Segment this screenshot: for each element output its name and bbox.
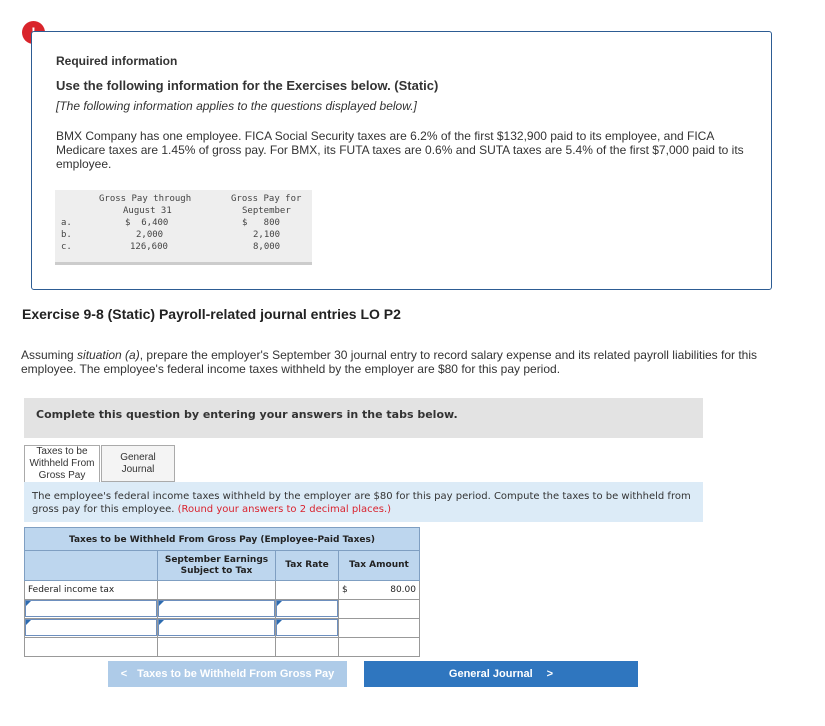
- prompt-text-rest: , prepare the employer's September 30 journal entry to record salary expense and its related payroll liabilities for this employee. The employee's federal income taxes withheld by the employer are $80 for this pay period.: [21, 348, 758, 376]
- next-tab-label: General Journal: [448, 668, 533, 680]
- row-rate: [276, 581, 339, 599]
- tab-label: Journal: [121, 463, 155, 475]
- exercise-prompt: [21, 348, 781, 376]
- table-row: [24, 619, 420, 638]
- col-header-earnings: [158, 551, 276, 580]
- rounding-note: (Round your answers to 2 decimal places.): [177, 504, 392, 515]
- amount-cell: [339, 600, 419, 618]
- col-header-through-aug-2: August 31: [123, 206, 172, 216]
- through-aug-value: 126,600: [130, 242, 168, 252]
- through-aug-value: $ 6,400: [125, 218, 169, 228]
- col-header-earnings-line1: September Earnings: [164, 554, 269, 565]
- tax-name-cell: [25, 600, 158, 618]
- rate-cell: [276, 600, 339, 618]
- chevron-left-icon: <: [120, 668, 128, 680]
- rate-cell: [276, 619, 339, 637]
- row-tax-name: Federal income tax: [25, 581, 158, 599]
- prev-tab-label: Taxes to be Withheld From Gross Pay: [137, 668, 335, 680]
- gross-pay-table: [55, 190, 312, 265]
- september-value: 2,100: [253, 230, 281, 240]
- prev-tab-button[interactable]: [108, 661, 347, 687]
- col-header-september: Gross Pay for: [231, 194, 302, 204]
- row-earnings: [158, 581, 276, 599]
- rate-input[interactable]: [276, 600, 338, 617]
- col-header-amount: Tax Amount: [349, 560, 409, 570]
- currency-symbol: $: [342, 585, 348, 595]
- tab-general-journal[interactable]: [101, 445, 175, 482]
- col-header-september-2: September: [242, 206, 291, 216]
- prompt-text: Assuming: [21, 348, 78, 362]
- tab-label: Gross Pay: [38, 470, 86, 481]
- chevron-right-icon: >: [546, 668, 554, 680]
- september-value: $ 800: [242, 218, 280, 228]
- col-header-tax-name: [25, 551, 158, 580]
- tab-label: General: [120, 451, 156, 463]
- col-header-rate: Tax Rate: [276, 551, 339, 580]
- grid-title: Taxes to be Withheld From Gross Pay (Employee-Paid Taxes): [24, 527, 420, 551]
- prompt-situation: situation (a): [77, 348, 140, 362]
- tab-taxes-withheld[interactable]: [24, 445, 100, 482]
- september-value: 8,000: [253, 242, 281, 252]
- tab-label: Withheld From: [29, 458, 95, 469]
- instruction-panel: [24, 482, 703, 522]
- tax-name-cell: [25, 619, 158, 637]
- earnings-input[interactable]: [158, 600, 275, 617]
- tax-name-input[interactable]: [25, 619, 157, 636]
- col-header-through-aug: Gross Pay through: [99, 194, 192, 204]
- row-label: c.: [61, 242, 72, 252]
- instruction-text: The employee's federal income taxes withheld by the employer are $80 for this pay period. Compute the taxes to be withheld from gross pay for this employee.: [32, 491, 691, 515]
- earnings-input[interactable]: [158, 619, 275, 636]
- grid-header-row: [24, 551, 420, 581]
- total-cell: [25, 638, 158, 656]
- use-following-info-heading: Use the following information for the Exercises below. (Static): [56, 78, 439, 93]
- total-cell: [276, 638, 339, 656]
- tax-amount-value: 80.00: [390, 585, 416, 595]
- taxes-withheld-grid: [24, 527, 420, 657]
- applies-note: [The following information applies to the questions displayed below.]: [56, 99, 417, 113]
- row-label: a.: [61, 218, 72, 228]
- amount-cell: [339, 619, 419, 637]
- total-cell: [158, 638, 276, 656]
- tab-label: Taxes to be: [36, 446, 88, 457]
- complete-question-bar: Complete this question by entering your answers in the tabs below.: [24, 398, 703, 438]
- exercise-title: Exercise 9-8 (Static) Payroll-related journal entries LO P2: [22, 306, 401, 322]
- row-label: b.: [61, 230, 72, 240]
- through-aug-value: 2,000: [136, 230, 164, 240]
- earnings-cell: [158, 600, 276, 618]
- company-info-paragraph: BMX Company has one employee. FICA Social Security taxes are 6.2% of the first $132,900 paid to its employee, and FICA Medicare taxes are 1.45% of gross pay. For BMX, its FUTA taxes are 0.6% and SUTA taxes are 5.4% of the first $7,000 paid to its employee.: [56, 129, 744, 171]
- table-row: [24, 600, 420, 619]
- table-row: [24, 581, 420, 600]
- required-information-title: Required information: [56, 54, 178, 68]
- earnings-cell: [158, 619, 276, 637]
- total-cell: [339, 638, 419, 656]
- col-header-earnings-line2: Subject to Tax: [180, 565, 253, 576]
- row-amount: [339, 581, 419, 599]
- tax-name-input[interactable]: [25, 600, 157, 617]
- required-information-box: [31, 31, 772, 290]
- table-row: [24, 638, 420, 657]
- next-tab-button[interactable]: [364, 661, 638, 687]
- rate-input[interactable]: [276, 619, 338, 636]
